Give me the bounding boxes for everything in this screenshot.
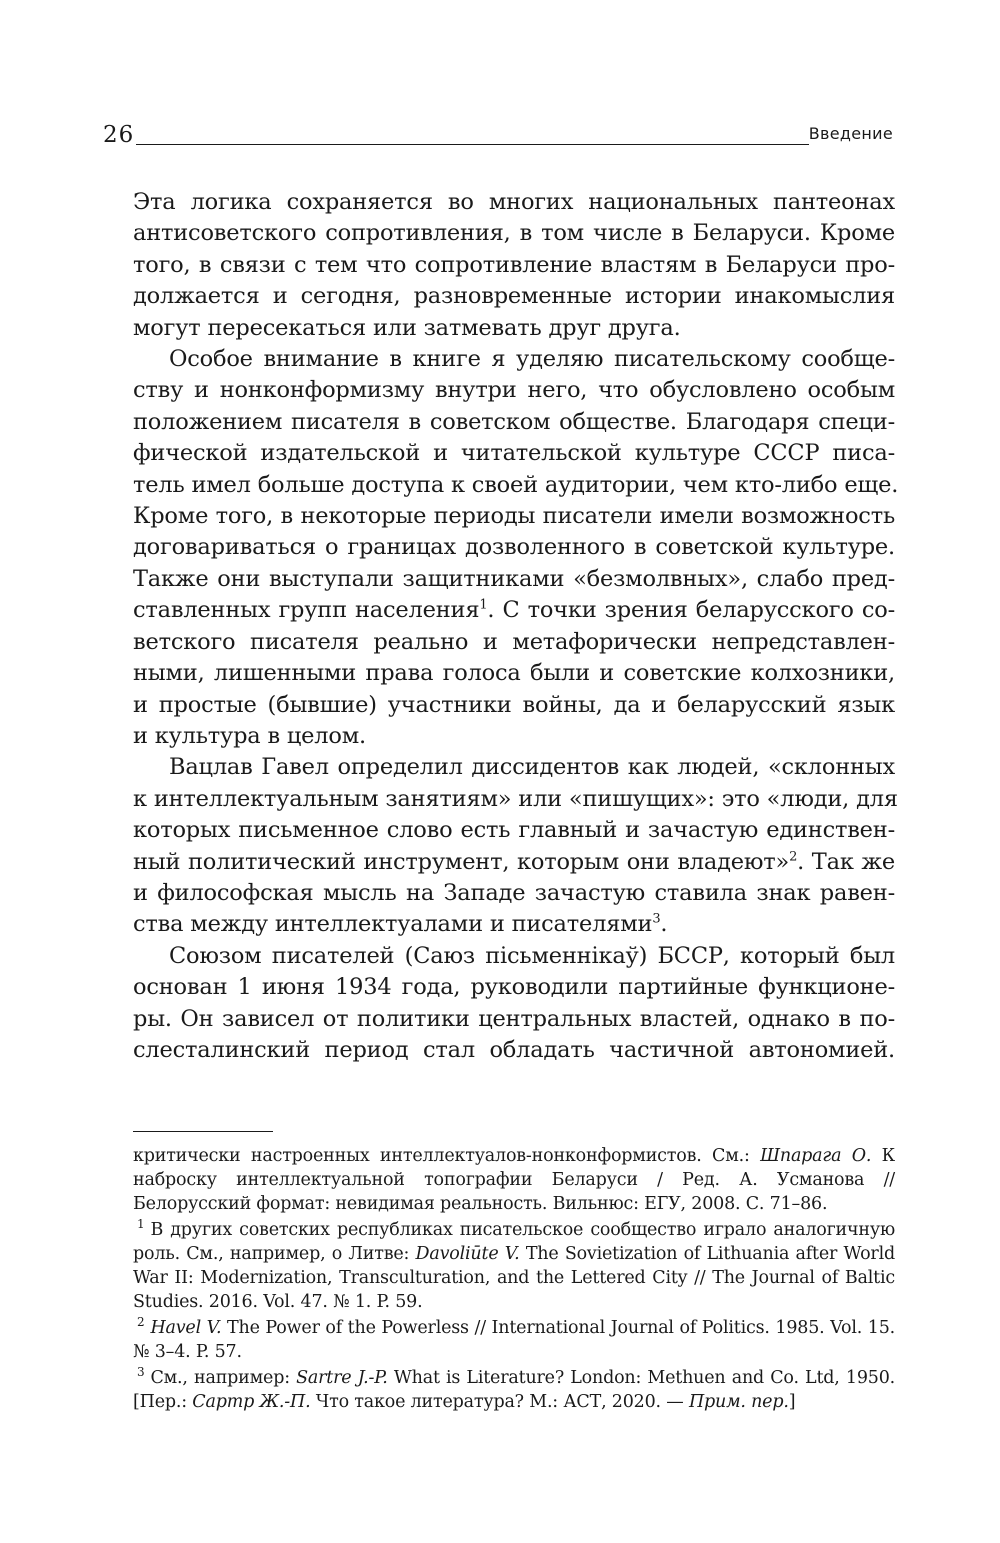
text-line: того, в связи с тем что сопротивление властям в Беларуси про- [133, 251, 895, 278]
section-title: Введение [808, 124, 893, 143]
text-line: Кроме того, в некоторые периоды писатели имели возможность [133, 503, 895, 530]
paragraph-1 [133, 187, 895, 344]
footnote-2 [133, 1316, 895, 1364]
text-line: могут пересекаться или затмевать друг друга. [133, 314, 681, 341]
text-line: фической издательской и читательской культуре СССР писа- [133, 440, 895, 467]
text-segment: ства между интеллектуалами и писателями [133, 911, 653, 938]
text-line: слесталинский период стал обладать частичной автономией. [133, 1036, 895, 1063]
footnote-author: Havel V. [150, 1318, 222, 1338]
text-line: положением писателя в советском обществе. Благодаря специ- [133, 408, 895, 435]
text-line: антисоветского сопротивления, в том числе в Беларуси. Кроме [133, 220, 895, 247]
running-header [103, 122, 893, 152]
text-line: и простые (бывшие) участники войны, да и беларусский язык [133, 691, 895, 718]
text-line: Особое внимание в книге я уделяю писательскому сообще- [169, 346, 895, 373]
footnotes [133, 1144, 895, 1416]
text-line: Эта логика сохраняется во многих национальных пантеонах [133, 189, 895, 215]
body-text [133, 187, 899, 1066]
text-line [133, 909, 895, 940]
text-line [133, 595, 895, 626]
footnote-text: В других советских республиках писательское сообщество играло аналогичную роль. См., например, о Литве: [133, 1220, 895, 1264]
footnote-text: Что такое литература? М.: АСТ, 2020. — [310, 1392, 689, 1412]
paragraph-3 [133, 752, 898, 940]
text-line [133, 847, 895, 878]
text-line: Также они выступали защитниками «безмолвных», слабо пред- [133, 565, 895, 592]
footnote-author: Сартр Ж.-П. [192, 1392, 311, 1412]
footnote-number: 3 [137, 1365, 145, 1380]
text-line: основан 1 июня 1934 года, руководили партийные функционе- [133, 974, 895, 1001]
text-segment: ный политический инструмент, которым они владеют» [133, 848, 790, 875]
footnote-text: What is Literature? London: Methuen and Co. Ltd, 1950. [Пер.: [133, 1368, 895, 1412]
footnote-author: Шпарага О. [760, 1146, 872, 1166]
text-line: ству и нонконформизму внутри него, что обусловлено особым [133, 377, 895, 404]
text-segment: . [660, 911, 668, 938]
footnote-author: Davoliūte V. [415, 1244, 520, 1264]
text-line: и культура в целом. [133, 722, 366, 749]
text-line: к интеллектуальным занятиям» или «пишущих»: это «люди, для [133, 785, 898, 812]
footnote-number: 2 [137, 1315, 145, 1330]
footnote-text: критически настроенных интеллектуалов-нонконформистов. См.: [133, 1146, 761, 1166]
text-line: Вацлав Гавел определил диссидентов как людей, «склонных [169, 754, 895, 781]
text-line: Союзом писателей (Саюз пісьменнікаў) БССР, который был [169, 942, 895, 969]
text-segment: . Так же [797, 848, 895, 875]
page-number: 26 [103, 122, 135, 148]
footnote-ref-1[interactable]: 1 [479, 597, 488, 613]
footnote-text: См., например: [150, 1368, 297, 1388]
footnote-ref-3[interactable]: 3 [652, 911, 661, 927]
text-line: ветского писателя реально и метафорически непредставлен- [133, 628, 895, 655]
footnote-continued [133, 1144, 895, 1216]
text-line: должается и сегодня, разновременные истории инакомыслия [133, 283, 895, 310]
text-line: ными, лишенными права голоса были и советские колхозники, [133, 660, 895, 687]
footnote-author: Sartre J.-P. [296, 1368, 388, 1388]
footnote-1 [133, 1218, 895, 1314]
text-line: договариваться о границах дозволенного в советской культуре. [133, 534, 895, 561]
footnote-3 [133, 1366, 895, 1414]
text-segment: ставленных групп населения [133, 597, 480, 624]
text-line: и философская мысль на Западе зачастую ставила знак равен- [133, 879, 895, 906]
text-segment: . С точки зрения беларусского со- [487, 597, 895, 624]
text-line: тель имел больше доступа к своей аудитории, чем кто-либо еще. [133, 471, 899, 498]
paragraph-2 [133, 344, 899, 752]
text-line: которых письменное слово есть главный и зачастую единствен- [133, 817, 895, 844]
footnote-text: The Power of the Powerless // International Journal of Politics. 1985. Vol. 15. № 3–4. P. 57. [133, 1318, 896, 1362]
text-line: ры. Он зависел от политики центральных властей, однако в по- [133, 1005, 895, 1032]
footnote-number: 1 [137, 1217, 145, 1232]
footnote-separator [133, 1131, 273, 1132]
paragraph-4 [133, 941, 895, 1067]
footnote-ref-2[interactable]: 2 [789, 849, 798, 865]
header-rule [136, 144, 809, 145]
footnote-text: The Sovietization of Lithuania after World War II: Modernization, Transculturation, and the Lettered City // The Journal of Baltic Studies. 2016. Vol. 47. № 1. P. 59. [133, 1244, 895, 1312]
footnote-text: ] [788, 1392, 796, 1412]
footnote-text: К наброску интеллектуальной топографии Беларуси / Ред. А. Усманова // Белорусский формат: невидимая реальность. Вильнюс: ЕГУ, 2008. С. 71–86. [133, 1146, 896, 1214]
translator-note: Прим. пер. [688, 1392, 789, 1412]
